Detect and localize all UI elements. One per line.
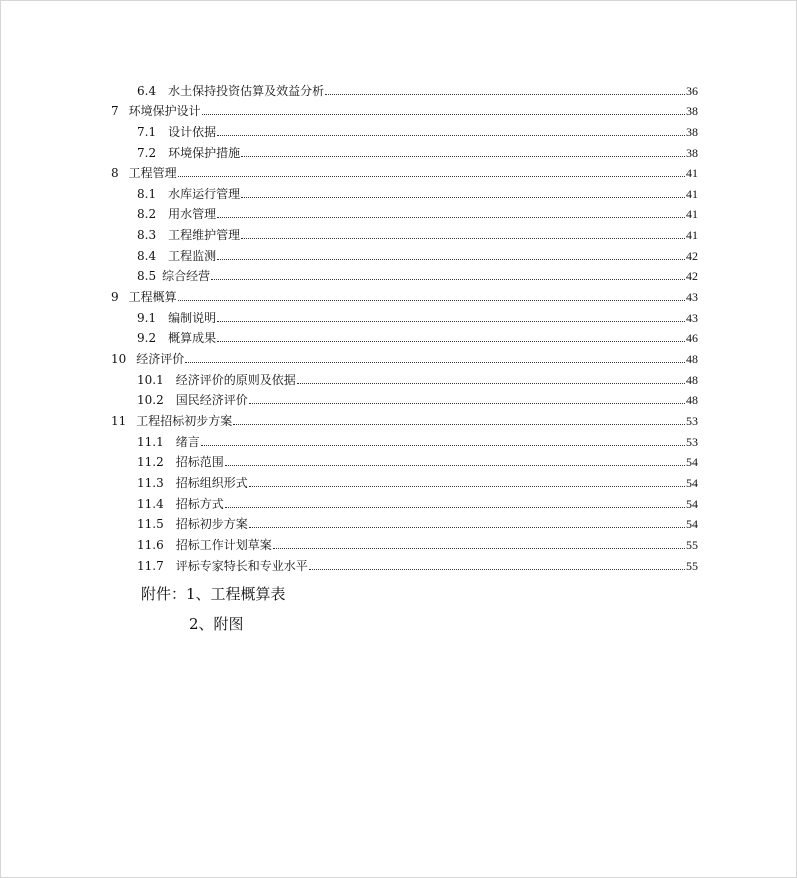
toc-entry-title: 经济评价 [136,352,185,367]
toc-entry-page-number: 38 [686,124,698,139]
toc-entry[interactable] [111,98,698,119]
toc-entry-page-number: 54 [686,475,698,490]
toc-entry-number: 11.4 [137,496,164,511]
toc-entry[interactable] [137,201,698,222]
toc-entry-page-number: 36 [686,83,698,98]
toc-entry-page-number: 41 [686,207,698,222]
toc-entry[interactable] [137,263,698,284]
toc-entry[interactable] [137,304,698,325]
toc-entry-page-number: 41 [686,166,698,181]
toc-entry-number: 6.4 [137,83,157,98]
toc-entry-title: 评标专家特长和专业水平 [175,558,308,573]
toc-entry-number: 11.2 [137,455,164,470]
toc-entry[interactable] [111,160,698,181]
toc-leader-dots [225,464,685,466]
toc-entry-page-number: 55 [686,558,698,573]
toc-entry-title: 环境保护措施 [168,145,241,160]
toc-entry-page-number: 38 [686,104,698,119]
toc-entry-page-number: 54 [686,517,698,532]
toc-entry-page-number: 41 [686,186,698,201]
toc-leader-dots [225,506,685,508]
toc-leader-dots [217,216,685,218]
toc-entry-title: 编制说明 [168,310,217,325]
toc-entry-number: 11 [111,413,127,428]
toc-entry-number: 7.2 [137,145,157,160]
toc-leader-dots [217,340,685,342]
toc-leader-dots [217,258,685,260]
toc-entry-page-number: 42 [686,248,698,263]
toc-leader-dots [297,382,685,384]
toc-leader-dots [241,155,685,157]
toc-entry-number: 8.3 [137,228,157,243]
toc-leader-dots [249,402,685,404]
toc-entry-title: 招标范围 [175,455,224,470]
toc-entry-title: 用水管理 [168,207,217,222]
toc-entry-number: 8.5 [137,269,157,284]
toc-entry[interactable] [137,325,698,346]
toc-leader-dots [185,361,685,363]
toc-entry[interactable] [137,531,698,552]
toc-entry-number: 11.3 [137,475,164,490]
toc-entry-title: 国民经济评价 [175,393,248,408]
toc-entry-number: 9 [111,290,119,305]
toc-entry[interactable] [137,428,698,449]
toc-leader-dots [178,299,685,301]
toc-entry-number: 10.1 [137,372,164,387]
toc-entry-page-number: 53 [686,434,698,449]
toc-leader-dots [211,278,685,280]
toc-entry-number: 9.2 [137,331,157,346]
toc-leader-dots [309,568,685,570]
toc-entry-number: 8.4 [137,248,157,263]
toc-entry[interactable] [111,284,698,305]
toc-leader-dots [178,175,685,177]
toc-entry-page-number: 46 [686,331,698,346]
toc-entry-number: 8 [111,166,119,181]
toc-entry-title: 水土保持投资估算及效益分析 [168,83,325,98]
toc-entry[interactable] [137,511,698,532]
toc-entry-number: 7 [111,104,119,119]
toc-entry-title: 工程管理 [128,166,177,181]
toc-entry-title: 概算成果 [168,331,217,346]
toc-entry-title: 水库运行管理 [168,186,241,201]
toc-entry-page-number: 48 [686,372,698,387]
toc-leader-dots [202,113,685,115]
toc-leader-dots [217,320,685,322]
toc-entry-title: 工程维护管理 [168,228,241,243]
toc-entry-page-number: 53 [686,413,698,428]
toc-entry-number: 11.6 [137,537,164,552]
toc-entry[interactable] [137,222,698,243]
toc-entry-page-number: 43 [686,290,698,305]
toc-entry[interactable] [137,490,698,511]
toc-leader-dots [233,423,685,425]
toc-entry-number: 8.2 [137,207,157,222]
toc-entry-number: 11.1 [137,434,164,449]
toc-entry[interactable] [137,366,698,387]
toc-leader-dots [273,547,685,549]
toc-entry-number: 7.1 [137,124,157,139]
toc-entry-page-number: 54 [686,496,698,511]
appendix-line-1: 附件：1、工程概算表 [141,585,286,603]
toc-entry-title: 绪言 [175,434,200,449]
toc-leader-dots [241,196,685,198]
toc-entry[interactable] [137,77,698,98]
toc-leader-dots [201,444,685,446]
toc-entry[interactable] [137,139,698,160]
toc-entry[interactable] [137,242,698,263]
toc-entry-page-number: 43 [686,310,698,325]
toc-entry-number: 11.5 [137,517,164,532]
toc-entry-title: 经济评价的原则及依据 [175,372,296,387]
toc-entry-number: 10.2 [137,393,164,408]
toc-entry-page-number: 48 [686,393,698,408]
toc-entry-title: 工程概算 [128,290,177,305]
toc-entry[interactable] [137,552,698,573]
toc-leader-dots [217,134,685,136]
toc-entry[interactable] [137,387,698,408]
toc-entry-title: 设计依据 [168,124,217,139]
toc-entry[interactable] [111,345,698,366]
toc-leader-dots [249,485,685,487]
toc-entry-page-number: 41 [686,228,698,243]
toc-entry-title: 环境保护设计 [128,104,201,119]
toc-entry-page-number: 42 [686,269,698,284]
toc-entry-title: 工程监测 [168,248,217,263]
toc-entry-number: 11.7 [137,558,164,573]
toc-entry-title: 招标初步方案 [175,517,248,532]
toc-entry-number: 10 [111,352,127,367]
toc-entry-title: 综合经营 [162,269,211,284]
appendix-line-2: 2、附图 [189,615,244,633]
toc-entry[interactable] [137,449,698,470]
toc-entry-title: 工程招标初步方案 [136,413,233,428]
toc-entry[interactable] [137,180,698,201]
toc-leader-dots [325,93,685,95]
toc-entry-page-number: 54 [686,455,698,470]
toc-entry-page-number: 55 [686,537,698,552]
toc-entry-title: 招标方式 [175,496,224,511]
toc-leader-dots [241,237,685,239]
toc-entry[interactable] [111,407,698,428]
toc-entry-title: 招标组织形式 [175,475,248,490]
toc-entry-number: 8.1 [137,186,157,201]
toc-leader-dots [249,526,685,528]
toc-entry[interactable] [137,469,698,490]
toc-entry-page-number: 48 [686,352,698,367]
toc-entry[interactable] [137,118,698,139]
toc-entry-title: 招标工作计划草案 [175,537,272,552]
toc-entry-number: 9.1 [137,310,157,325]
toc-entry-page-number: 38 [686,145,698,160]
